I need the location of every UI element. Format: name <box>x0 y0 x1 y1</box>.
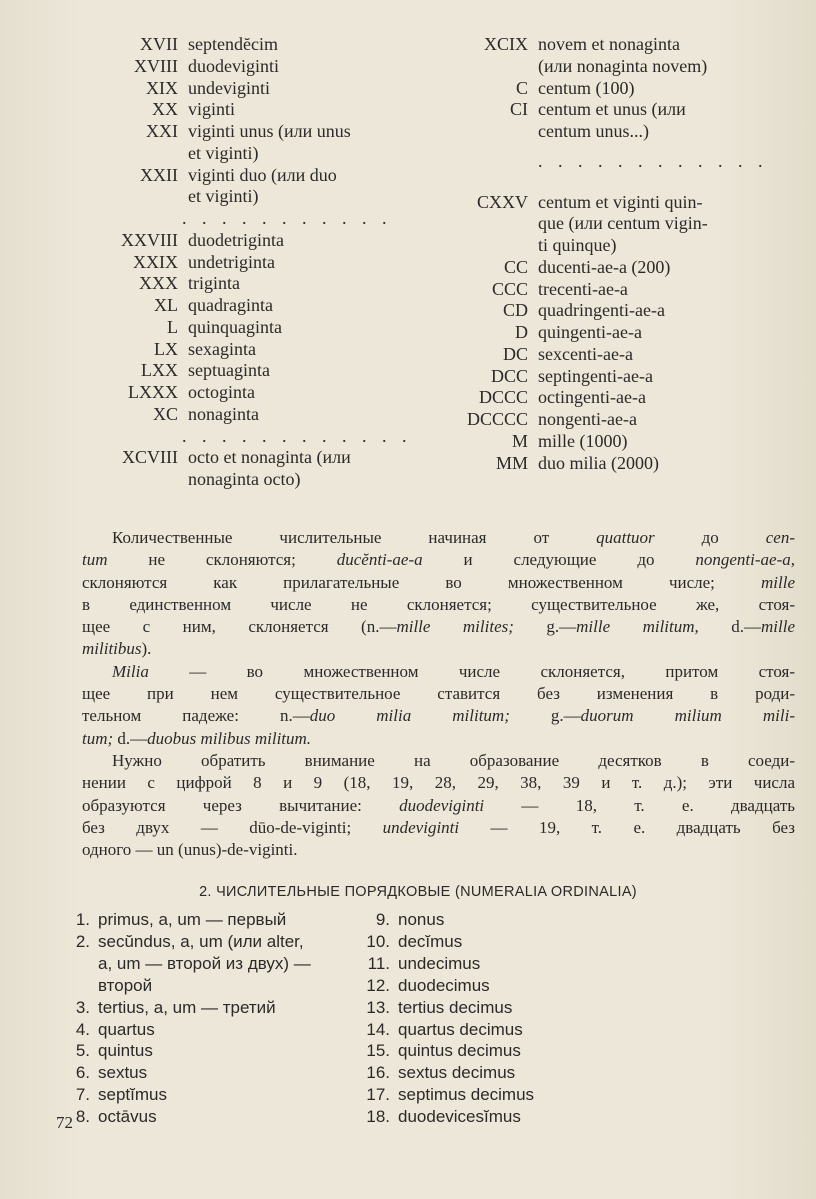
numeral-text-line: quadraginta <box>188 295 273 315</box>
text-segment: ). <box>141 639 152 659</box>
numeral: 14. <box>366 1019 390 1039</box>
numeral-text-line: secŭndus, a, um (или alter, <box>98 931 304 951</box>
numeral-text <box>90 1106 157 1128</box>
numeral-text-line: ducenti-ae-a (200) <box>538 256 671 277</box>
latin-term: duobus milibus militum. <box>147 728 312 748</box>
text-segment: — 18, т. е. двадцать <box>484 795 796 815</box>
text-segment: g.— <box>509 706 581 726</box>
text-segment: нении с цифрой 8 и 9 (18, 19, 28, 29, 38, 39 и т. д.); эти числа <box>82 773 795 793</box>
numeral: XVIII <box>134 55 178 76</box>
latin-term: mille milites; <box>396 617 514 637</box>
latin-term: militibus <box>82 639 142 659</box>
cardinal-notes <box>82 527 795 861</box>
numeral-text-line: viginti <box>188 99 236 120</box>
numeral-text-line: primus, a, um — первый <box>98 910 287 929</box>
text-segment: Нужно обратить внимание на образование десятков в соеди- <box>112 750 795 770</box>
numeral-text-line: undeviginti <box>188 77 270 98</box>
numeral: XCIX <box>484 34 528 54</box>
text-line <box>82 705 795 727</box>
numeral: CC <box>503 256 528 277</box>
ordinal-list-left <box>62 909 362 1128</box>
numeral-row <box>62 1062 362 1084</box>
paragraph <box>82 527 795 661</box>
numeral-text <box>528 78 634 100</box>
numeral-text <box>178 56 279 78</box>
numeral: XXIX <box>133 251 178 272</box>
ellipsis-row: . . . . . . . . . . . <box>182 208 392 228</box>
numeral: CI <box>510 99 528 120</box>
numeral: 5. <box>75 1041 90 1061</box>
numeral-row <box>432 366 812 388</box>
latin-term: mille <box>761 617 795 637</box>
numeral-row <box>358 1062 688 1084</box>
numeral-text-line: et viginti) <box>188 142 259 163</box>
numeral-text-line: quartus decimus <box>398 1019 523 1039</box>
numeral: 8. <box>75 1107 90 1127</box>
numeral-text-line: viginti unus (или unus <box>188 121 351 141</box>
numeral-row <box>82 56 427 78</box>
text-line <box>82 594 795 616</box>
numeral: DCCC <box>478 387 528 408</box>
numeral-text <box>528 431 627 453</box>
text-segment: g.— <box>513 617 577 637</box>
numeral: XVII <box>140 34 178 54</box>
text-segment: щее при нем существительное ставится без изменения в роди- <box>82 684 795 704</box>
numeral-text-line: sextus <box>98 1063 148 1083</box>
numeral-text <box>178 99 235 121</box>
numeral-text-line: centum et unus (или <box>538 99 686 120</box>
numeral: CCC <box>491 278 528 299</box>
numeral-row <box>432 34 812 78</box>
numeral-text-line: septimus decimus <box>398 1085 535 1105</box>
numeral-text <box>178 339 256 361</box>
paragraph <box>82 750 795 861</box>
numeral: LXX <box>141 360 178 381</box>
numeral: 2. <box>75 931 90 951</box>
numeral-text-line: sexaginta <box>188 338 256 359</box>
text-line <box>82 638 795 660</box>
numeral-row <box>82 295 427 317</box>
text-line <box>82 683 795 705</box>
text-segment: в единственном числе не склоняется; существительное же, стоя- <box>82 594 795 614</box>
numeral-row <box>62 1084 362 1106</box>
text-segment: d.— <box>113 728 148 748</box>
numeral-text <box>528 279 628 301</box>
numeral: 15. <box>366 1041 390 1061</box>
numeral-text <box>90 1062 147 1084</box>
numeral-text-line: que (или centum vigin- <box>538 213 708 234</box>
numeral-text <box>390 1062 515 1084</box>
numeral-row <box>62 1019 362 1041</box>
numeral-text <box>178 273 240 295</box>
numeral: MM <box>495 452 528 473</box>
numeral-text <box>178 360 270 382</box>
numeral-row <box>62 909 362 931</box>
text-line <box>82 839 795 861</box>
numeral-row <box>432 279 812 301</box>
numeral-text <box>528 387 646 409</box>
numeral: 16. <box>366 1063 390 1083</box>
numeral-text-line: duodevicesĭmus <box>398 1107 521 1127</box>
ellipsis-row: . . . . . . . . . . . . <box>182 425 412 446</box>
latin-term: nongenti-ae-a, <box>695 550 795 570</box>
numeral: XXX <box>139 273 178 294</box>
numeral: XXVIII <box>121 229 178 250</box>
text-segment: до <box>654 528 766 547</box>
numeral-text-line: trecenti-ae-a <box>538 278 628 299</box>
numeral-text <box>178 295 273 317</box>
text-line <box>82 572 795 594</box>
numeral-text <box>178 317 282 339</box>
numeral-text <box>178 447 351 491</box>
numeral-text-line: centum unus...) <box>538 121 649 141</box>
numeral-row <box>358 1106 688 1128</box>
ordinal-list-right <box>358 909 688 1128</box>
numeral-text-line: quingenti-ae-a <box>538 322 642 342</box>
numeral-text-line: duodecimus <box>398 975 490 995</box>
numeral: 18. <box>366 1107 390 1127</box>
numeral-text <box>178 382 255 404</box>
cardinal-table-left <box>82 34 427 491</box>
numeral-text-line: decĭmus <box>398 931 463 951</box>
latin-term: duo milia militum; <box>309 706 510 726</box>
numeral: XXI <box>146 121 178 141</box>
text-segment: не склоняются; <box>107 550 337 570</box>
numeral-text-line: duodeviginti <box>188 55 279 76</box>
numeral-text <box>528 453 659 475</box>
numeral-text <box>178 404 259 426</box>
numeral-text <box>390 909 444 931</box>
numeral-text-line: nongenti-ae-a <box>538 409 637 429</box>
numeral-text <box>178 230 284 252</box>
numeral: XIX <box>146 77 178 98</box>
numeral: CD <box>502 300 528 321</box>
text-segment: d.— <box>698 617 761 637</box>
numeral-text <box>390 1019 523 1041</box>
numeral-row <box>358 997 688 1019</box>
numeral-text <box>390 1084 534 1106</box>
numeral-text <box>178 34 278 56</box>
numeral: 11. <box>367 953 390 973</box>
numeral-row <box>82 360 427 382</box>
numeral: DCC <box>490 365 528 386</box>
text-line <box>82 795 795 817</box>
latin-term: duodeviginti <box>399 795 485 815</box>
latin-term: quattuor <box>596 528 655 547</box>
numeral-row <box>432 99 812 143</box>
numeral-text-line: tertius decimus <box>398 997 513 1017</box>
numeral-text-line: undecimus <box>398 953 481 973</box>
numeral: 7. <box>75 1085 90 1105</box>
numeral: CXXV <box>476 191 528 212</box>
numeral-text <box>528 344 633 366</box>
numeral-text <box>390 1106 521 1128</box>
numeral-row <box>82 382 427 404</box>
numeral-row <box>82 273 427 295</box>
numeral-text-line: quadringenti-ae-a <box>538 300 665 321</box>
numeral-text-line: et viginti) <box>188 186 259 207</box>
numeral: 9. <box>375 910 390 929</box>
numeral-row <box>432 453 812 475</box>
numeral-row <box>358 1040 688 1062</box>
ellipsis-row: . . . . . . . . . . . . <box>538 150 768 171</box>
section-heading: 2. ЧИСЛИТЕЛЬНЫЕ ПОРЯДКОВЫЕ (NUMERALIA ORDINALIA) <box>199 884 637 900</box>
numeral-text-line: septendĕcim <box>188 34 278 54</box>
text-line <box>82 661 795 683</box>
numeral-text-line: undetriginta <box>188 251 275 272</box>
numeral-row <box>82 339 427 361</box>
numeral-row <box>82 252 427 274</box>
text-segment: тельном падеже: n.— <box>82 706 310 726</box>
numeral-text <box>90 1040 153 1062</box>
numeral: XC <box>152 403 178 424</box>
numeral-text <box>528 300 665 322</box>
numeral-row <box>82 230 427 252</box>
numeral: XXII <box>140 164 178 185</box>
numeral-text <box>390 931 462 953</box>
numeral-text <box>528 34 707 78</box>
numeral-row <box>432 192 812 257</box>
text-segment: образуются через вычитание: <box>82 795 400 815</box>
numeral-text-line: nonaginta <box>188 403 259 424</box>
numeral-text-line: septuaginta <box>188 360 270 381</box>
numeral-row <box>358 1019 688 1041</box>
numeral-text <box>90 909 286 931</box>
text-line <box>82 750 795 772</box>
numeral-row <box>62 997 362 1019</box>
numeral: D <box>515 322 528 342</box>
numeral: LX <box>154 338 178 359</box>
numeral-text-line: centum et viginti quin- <box>538 191 703 212</box>
numeral-text-line: quintus decimus <box>398 1041 521 1061</box>
numeral-text-line: quinquaginta <box>188 316 282 337</box>
numeral: 13. <box>366 997 390 1017</box>
numeral: XCVIII <box>122 447 178 468</box>
numeral-text-line: novem et nonaginta <box>538 34 680 54</box>
numeral-text-line: triginta <box>188 273 240 294</box>
numeral-text <box>390 1040 521 1062</box>
numeral-row <box>82 78 427 100</box>
numeral-text-line: nonaginta octo) <box>188 469 301 489</box>
numeral-row <box>432 409 812 431</box>
numeral-row <box>358 953 688 975</box>
numeral: 12. <box>366 975 390 995</box>
numeral-row <box>82 165 427 209</box>
text-line <box>82 817 795 839</box>
numeral: XL <box>154 295 178 315</box>
latin-term: tum <box>82 550 108 570</box>
numeral-text-line: quintus <box>98 1041 153 1061</box>
latin-term: duorum milium mili- <box>580 706 795 726</box>
cardinal-table-right <box>432 34 812 474</box>
numeral: L <box>167 316 178 337</box>
text-segment: и следующие до <box>422 550 696 570</box>
numeral-text <box>390 975 490 997</box>
numeral-row <box>358 931 688 953</box>
numeral-row <box>82 404 427 426</box>
numeral-text <box>528 366 653 388</box>
latin-term: mille militum, <box>576 617 699 637</box>
numeral-text-line: septĭmus <box>98 1085 167 1105</box>
numeral-row <box>358 909 688 931</box>
numeral: 3. <box>75 997 90 1017</box>
text-segment: — во множественном числе склоняется, притом стоя- <box>148 661 795 681</box>
latin-term: ducĕnti-ae-a <box>336 550 423 570</box>
numeral-row <box>432 300 812 322</box>
numeral-text-line: septingenti-ae-a <box>538 365 653 386</box>
numeral-text-line: mille (1000) <box>538 430 628 451</box>
numeral-text <box>528 99 686 143</box>
paragraph <box>82 661 795 750</box>
numeral-row <box>62 931 362 997</box>
numeral-text-line: duodetriginta <box>188 229 284 250</box>
numeral: M <box>511 430 528 451</box>
numeral: 10. <box>366 931 390 951</box>
numeral-text <box>390 953 480 975</box>
text-segment: одного — un (unus)-de-viginti. <box>82 840 298 860</box>
numeral-row <box>82 99 427 121</box>
numeral: 17. <box>366 1085 390 1105</box>
numeral: DC <box>502 343 528 364</box>
numeral-text-line: octingenti-ae-a <box>538 387 646 408</box>
text-segment: склоняются как прилагательные во множественном числе; <box>82 572 761 592</box>
numeral-row <box>358 1084 688 1106</box>
numeral-text-line: nonus <box>398 910 445 929</box>
numeral-text <box>90 931 311 997</box>
text-line <box>82 549 795 571</box>
latin-term: Milia <box>112 661 149 681</box>
numeral-row <box>432 78 812 100</box>
text-segment: Количественные числительные начиная от <box>112 528 597 547</box>
numeral-row <box>82 447 427 491</box>
numeral-text <box>178 78 270 100</box>
numeral-text-line: octoginta <box>188 382 255 402</box>
numeral-text <box>528 322 642 344</box>
text-line <box>82 527 795 549</box>
numeral-row <box>62 1106 362 1128</box>
numeral: 6. <box>75 1063 90 1083</box>
numeral-text-line: centum (100) <box>538 77 635 98</box>
latin-term: mille <box>761 572 795 592</box>
numeral-text <box>178 121 351 165</box>
numeral: DCCCC <box>466 409 528 429</box>
numeral-text-line: второй <box>98 975 153 995</box>
numeral-row <box>432 322 812 344</box>
numeral-text-line: quartus <box>98 1019 155 1039</box>
numeral-text-line: sextus decimus <box>398 1063 516 1083</box>
text-segment: без двух — dūo-de-viginti; <box>82 817 383 837</box>
numeral-row <box>432 387 812 409</box>
numeral-text <box>90 997 276 1019</box>
numeral-row <box>432 344 812 366</box>
numeral: C <box>515 77 528 98</box>
text-segment: щее с ним, склоняется (n.— <box>82 617 397 637</box>
numeral-text-line: viginti duo (или duo <box>188 164 337 185</box>
numeral-text <box>528 257 670 279</box>
numeral: XX <box>152 99 178 120</box>
page-number: 72 <box>56 1113 73 1132</box>
text-line <box>82 772 795 794</box>
numeral-text-line: octo et nonaginta (или <box>188 447 351 468</box>
numeral-text <box>528 409 637 431</box>
numeral-text-line: octāvus <box>98 1107 157 1127</box>
numeral-row <box>432 257 812 279</box>
numeral-text-line: (или nonaginta novem) <box>538 55 708 76</box>
numeral-row <box>82 34 427 56</box>
text-line <box>82 616 795 638</box>
latin-term: undeviginti <box>382 817 460 837</box>
numeral-text-line: sexcenti-ae-a <box>538 343 633 364</box>
numeral-row <box>82 121 427 165</box>
text-line <box>82 728 795 750</box>
numeral-text <box>528 192 708 257</box>
numeral: 4. <box>75 1019 90 1039</box>
numeral-text <box>390 997 512 1019</box>
numeral-row <box>62 1040 362 1062</box>
numeral-text <box>178 165 337 209</box>
numeral-text <box>90 1084 167 1106</box>
numeral-text-line: a, um — второй из двух) — <box>98 953 311 973</box>
latin-term: cen- <box>765 528 795 547</box>
numeral: 1. <box>75 910 90 929</box>
numeral-text-line: ti quinque) <box>538 235 617 255</box>
numeral-text-line: tertius, a, um — третий <box>98 997 276 1017</box>
numeral-row <box>432 431 812 453</box>
numeral-text <box>178 252 275 274</box>
latin-term: tum; <box>82 728 114 748</box>
numeral-row <box>82 317 427 339</box>
numeral-text <box>90 1019 155 1041</box>
numeral-text-line: duo milia (2000) <box>538 452 659 473</box>
text-segment: — 19, т. е. двадцать без <box>459 817 795 837</box>
numeral: LXXX <box>128 382 178 402</box>
numeral-row <box>358 975 688 997</box>
